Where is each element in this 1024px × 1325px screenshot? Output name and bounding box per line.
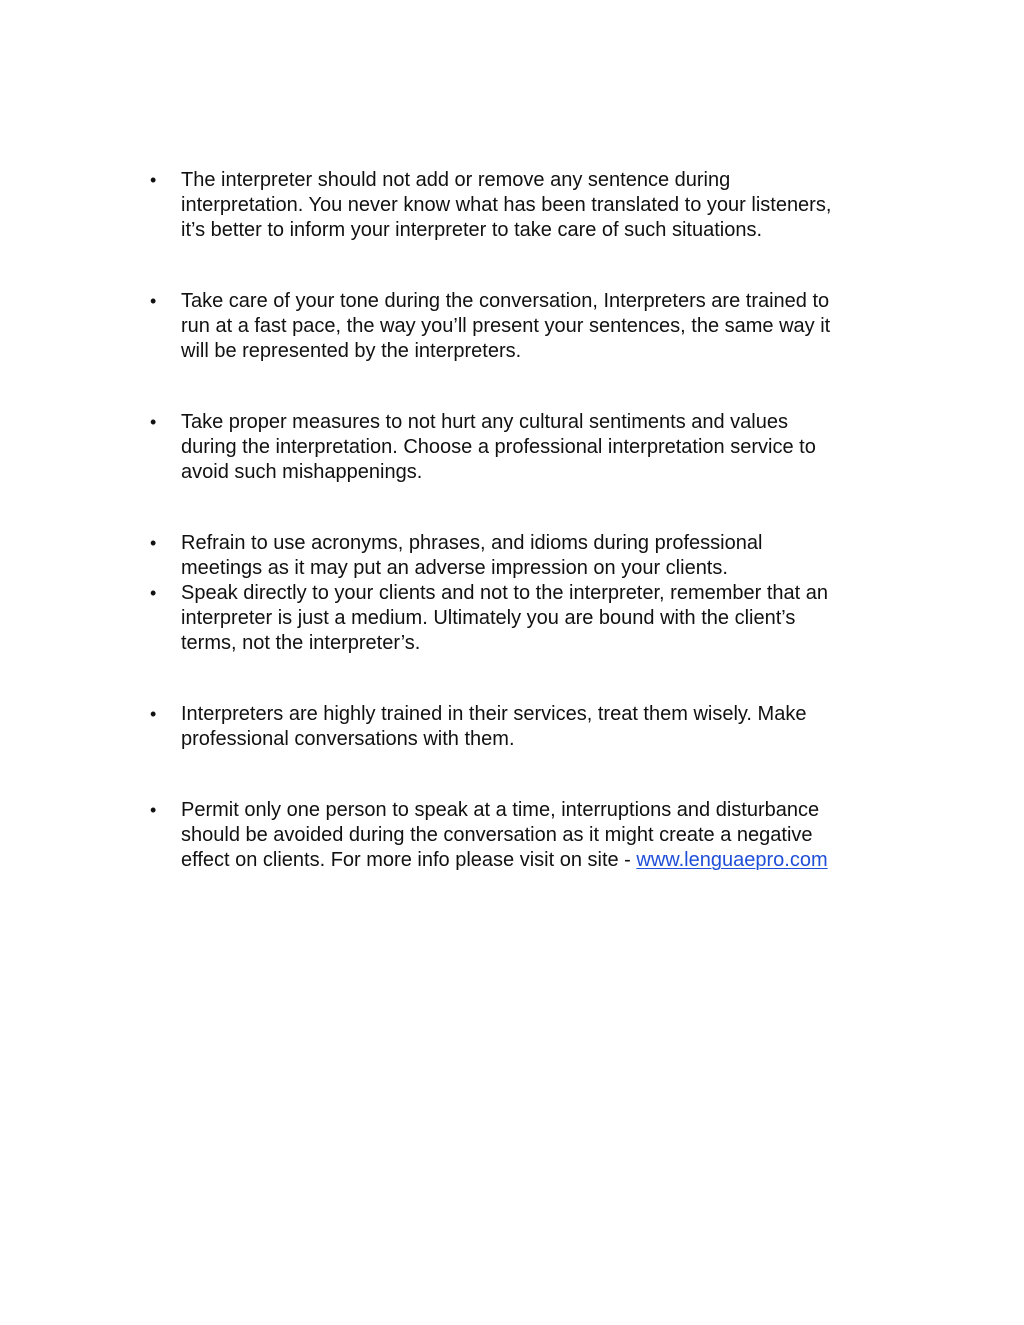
text-line: Interpreters are highly trained in their services, treat them wisely. Make	[181, 703, 807, 725]
bullet-icon: •	[150, 583, 157, 603]
text-line: interpretation. You never know what has been translated to your listeners,	[181, 194, 832, 216]
bullet-icon: •	[150, 704, 157, 724]
text-line: Refrain to use acronyms, phrases, and idioms during professional	[181, 532, 763, 554]
website-link[interactable]: www.lenguaepro.com	[636, 849, 828, 871]
text-line: it’s better to inform your interpreter to take care of such situations.	[181, 219, 763, 241]
text-line: avoid such mishappenings.	[181, 461, 423, 483]
bullet-icon: •	[150, 291, 157, 311]
bullet-text	[181, 702, 910, 752]
text-line: Take proper measures to not hurt any cultural sentiments and values	[181, 411, 788, 433]
bullet-text	[181, 168, 910, 243]
text-line: meetings as it may put an adverse impression on your clients.	[181, 557, 728, 579]
text-line: Take care of your tone during the conversation, Interpreters are trained to	[181, 290, 830, 312]
text-line: run at a fast pace, the way you’ll present your sentences, the same way it	[181, 315, 831, 337]
bullet-text	[181, 289, 910, 364]
text-line: interpreter is just a medium. Ultimately you are bound with the client’s	[181, 607, 796, 629]
bullet-icon: •	[150, 412, 157, 432]
text-line: should be avoided during the conversation as it might create a negative	[181, 824, 813, 846]
text-line: terms, not the interpreter’s.	[181, 632, 421, 654]
bullet-text	[181, 798, 910, 873]
bullet-icon: •	[150, 533, 157, 553]
text-line: professional conversations with them.	[181, 728, 515, 750]
text-line: The interpreter should not add or remove any sentence during	[181, 169, 731, 191]
text-line-prefix: effect on clients. For more info please visit on site -	[181, 849, 637, 871]
bullet-text	[181, 581, 910, 656]
text-line: Speak directly to your clients and not to the interpreter, remember that an	[181, 582, 829, 604]
text-line: during the interpretation. Choose a professional interpretation service to	[181, 436, 816, 458]
text-line-with-link	[181, 848, 910, 873]
text-line: Permit only one person to speak at a time, interruptions and disturbance	[181, 799, 820, 821]
bullet-icon: •	[150, 170, 157, 190]
bullet-text	[181, 410, 910, 485]
text-line: will be represented by the interpreters.	[181, 340, 522, 362]
bullet-text	[181, 531, 910, 581]
bullet-icon: •	[150, 800, 157, 820]
